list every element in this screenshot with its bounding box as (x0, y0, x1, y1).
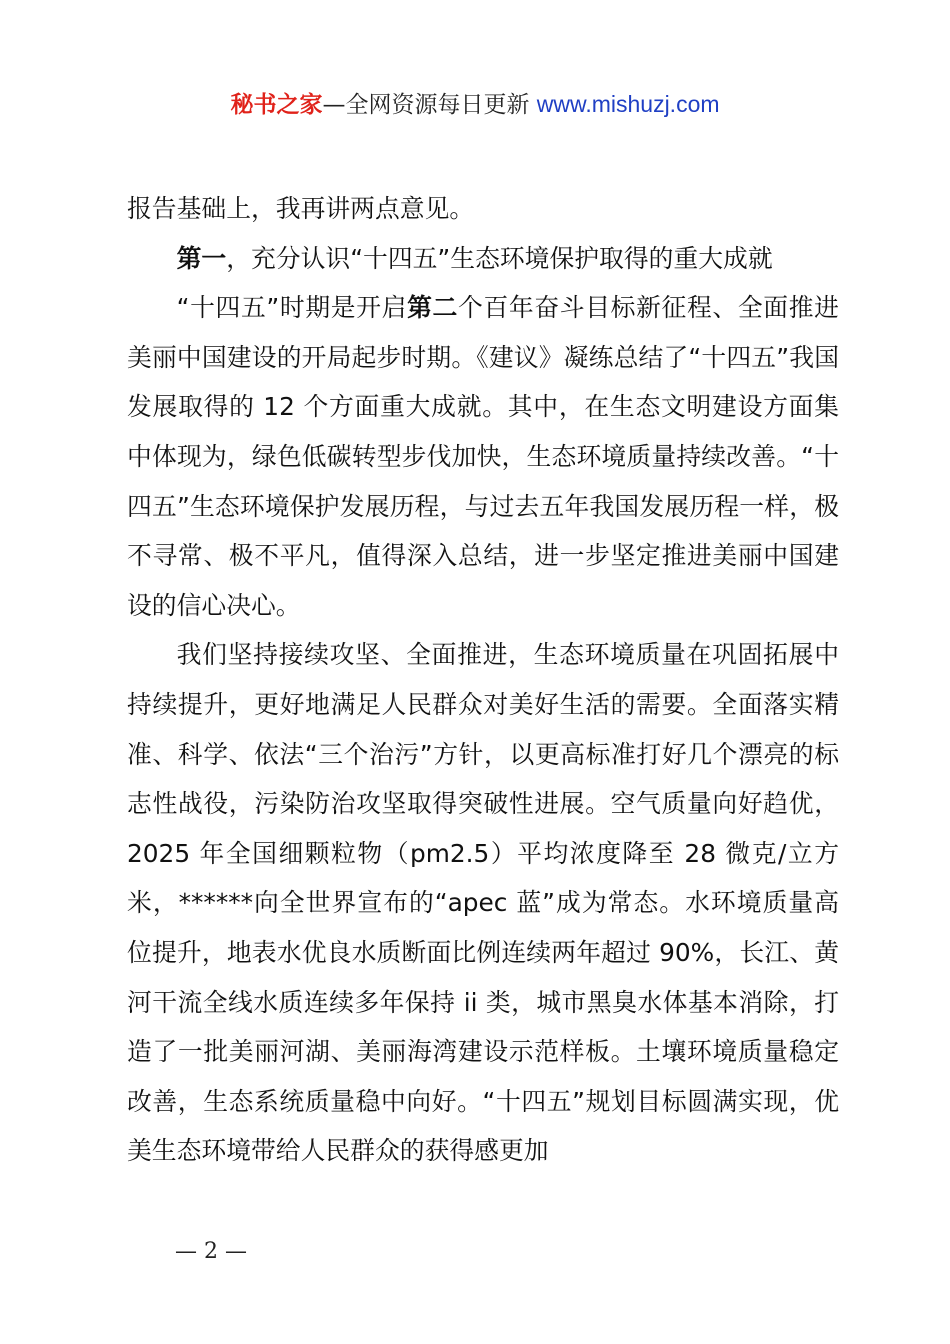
document-body (127, 184, 839, 1176)
header-tagline: —全网资源每日更新 (322, 92, 530, 118)
paragraph-achievements: 我们坚持接续攻坚、全面推进，生态环境质量在巩固拓展中持续提升，更好地满足人民群众对美好生活的需要。全面落实精准、科学、依法“三个治污”方针，以更高标准打好几个漂亮的标志性战役，污染防治攻坚取得突破性进展。空气质量向好趋优，2025 年全国细颗粒物（pm2.5）平均浓度降至 28 微克/立方米，******向全世界宣布的“apec 蓝”成为常态。水环境质量高位提升，地表水优良水质断面比例连续两年超过 90%，长江、黄河干流全线水质连续多年保持 ii 类，城市黑臭水体基本消除，打造了一批美丽河湖、美丽海湾建设示范样板。土壤环境质量稳定改善，生态系统质量稳中向好。“十四五”规划目标圆满实现，优美生态环境带给人民群众的获得感更加 (127, 640, 839, 1166)
heading-text: ，充分认识“十四五”生态环境保护取得的重大成就 (226, 243, 773, 273)
paragraph-period (127, 283, 839, 630)
paragraph-period-rest: 个百年奋斗目标新征程、全面推进美丽中国建设的开局起步时期。《建议》凝练总结了“十四五”我国发展取得的 12 个方面重大成就。其中，在生态文明建设方面集中体现为，绿色低碳转型步伐加快，生态环境质量持续改善。“十四五”生态环境保护发展历程，与过去五年我国发展历程一样，极不寻常、极不平凡，值得深入总结，进一步坚定推进美丽中国建设的信心决心。 (127, 293, 839, 620)
paragraph-period-start: “十四五”时期是开启 (176, 293, 408, 323)
page-header (0, 88, 950, 121)
heading-ordinal: 第一 (176, 243, 227, 273)
brand-name: 秘书之家 (230, 92, 323, 118)
paragraph-period-bold: 第二 (407, 293, 458, 323)
section-heading (127, 234, 839, 284)
page-number: — 2 — (175, 1239, 247, 1264)
paragraph-intro: 报告基础上，我再讲两点意见。 (127, 194, 475, 223)
site-url-link[interactable]: www.mishuzj.com (536, 91, 720, 117)
